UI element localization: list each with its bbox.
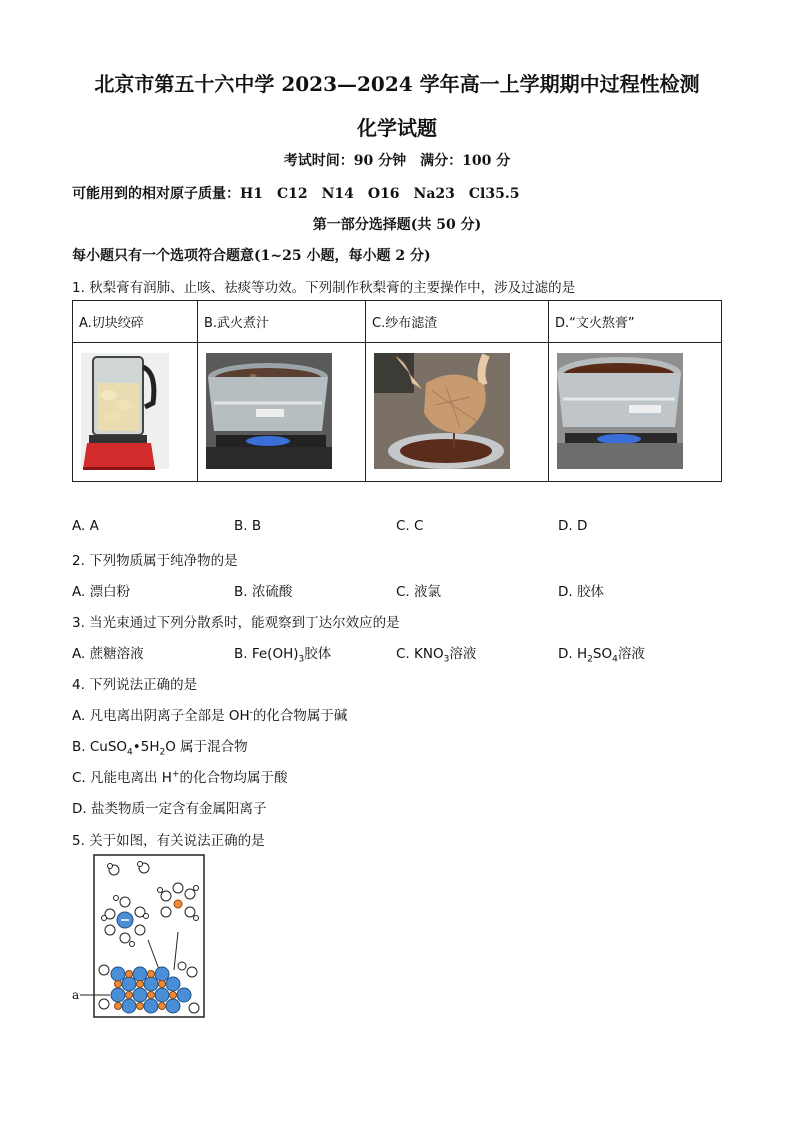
boiling-pot-photo-icon [198, 343, 353, 477]
q1-option-c: C. C [396, 518, 424, 534]
q1-option-table [72, 300, 722, 482]
simmering-pot-photo-icon [549, 343, 719, 477]
section-heading: 第一部分选择题(共 50 分) [312, 217, 482, 233]
blender-photo-icon [73, 343, 185, 477]
q2-option-d: D. 胶体 [558, 584, 604, 600]
q1-stem: 1. 秋梨膏有润肺、止咳、祛痰等功效。下列制作秋梨膏的主要操作中，涉及过滤的是 [72, 280, 576, 296]
q2-stem: 2. 下列物质属于纯净物的是 [72, 553, 238, 569]
q2-option-a: A. 漂白粉 [72, 584, 131, 600]
q4-option-d: D. 盐类物质一定含有金属阳离子 [72, 801, 267, 817]
gauze-filter-photo-icon [366, 343, 536, 477]
exam-title: 北京市第五十六中学 2023—2024 学年高一上学期期中过程性检测 [94, 72, 700, 96]
q4-stem: 4. 下列说法正确的是 [72, 677, 198, 693]
q3-option-d: D. $H_2SO_4$溶液 [558, 646, 645, 665]
q1-image-cell-d [549, 343, 722, 482]
q2-option-c: C. 液氯 [396, 584, 442, 600]
q1-image-cell-b [198, 343, 366, 482]
q1-label-b: B.武火煮汁 [198, 301, 366, 343]
q3-stem: 3. 当光束通过下列分散系时，能观察到丁达尔效应的是 [72, 615, 400, 631]
q4-option-b: B. $CuSO_4•5H_2O$ 属于混合物 [72, 739, 248, 758]
q1-option-b: B. B [234, 518, 262, 534]
q4-option-c: C. 凡能电离出 H+的化合物均属于酸 [72, 769, 288, 786]
ion-dissolution-diagram-icon [70, 854, 210, 1020]
q1-option-d: D. D [558, 518, 588, 534]
figure-label-a: a [72, 988, 80, 1002]
instruction: 每小题只有一个选项符合题意(1~25 小题，每小题 2 分) [72, 248, 431, 264]
q5-stem: 5. 关于如图，有关说法正确的是 [72, 833, 265, 849]
exam-subtitle: 化学试题 [357, 116, 437, 140]
q1-option-a: A. A [72, 518, 99, 534]
q3-option-c: C. $KNO_3$溶液 [396, 646, 477, 665]
atomic-masses: 可能用到的相对原子质量：H1 C12 N14 O16 Na23 Cl35.5 [72, 186, 520, 202]
q1-image-cell-c [366, 343, 549, 482]
q1-label-c: C.纱布滤渣 [366, 301, 549, 343]
q4-option-a: A. 凡电离出阴离子全部是 OH-的化合物属于碱 [72, 707, 348, 724]
exam-info: 考试时间：90 分钟 满分：100 分 [283, 153, 511, 169]
q1-image-cell-a [73, 343, 198, 482]
q5-figure [70, 854, 210, 1020]
q2-option-b: B. 浓硫酸 [234, 584, 293, 600]
q1-label-d: D.“文火熬膏” [549, 301, 722, 343]
q3-option-b: B. $Fe(OH)_3$胶体 [234, 646, 332, 665]
q3-option-a: A. 蔗糖溶液 [72, 646, 144, 662]
q1-label-a: A.切块绞碎 [73, 301, 198, 343]
